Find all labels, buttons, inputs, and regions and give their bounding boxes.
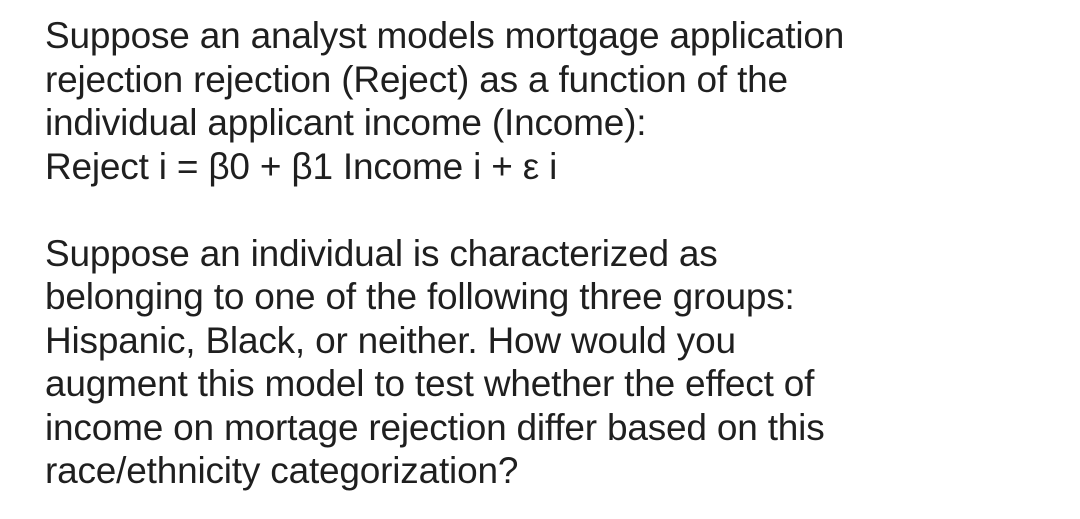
text-line: Hispanic, Black, or neither. How would you <box>45 319 736 361</box>
text-line: augment this model to test whether the effect of <box>45 363 815 404</box>
question-text <box>45 14 1065 493</box>
model-equation: Reject i = β0 + β1 Income i + ε i <box>45 145 558 187</box>
text-line: race/ethnicity categorization? <box>45 450 519 491</box>
text-line: belonging to one of the following three groups: <box>45 276 795 317</box>
text-line: Suppose an individual is characterized as <box>45 232 718 274</box>
paragraph-gap <box>45 188 1065 232</box>
text-line: Suppose an analyst models mortgage application <box>45 15 845 56</box>
text-line: income on mortage rejection differ based on this <box>45 406 825 448</box>
question-paragraph <box>45 232 1065 493</box>
model-description-paragraph <box>45 14 1065 188</box>
text-line: rejection rejection (Reject) as a function of the <box>45 58 788 100</box>
text-line: individual applicant income (Income): <box>45 102 647 143</box>
